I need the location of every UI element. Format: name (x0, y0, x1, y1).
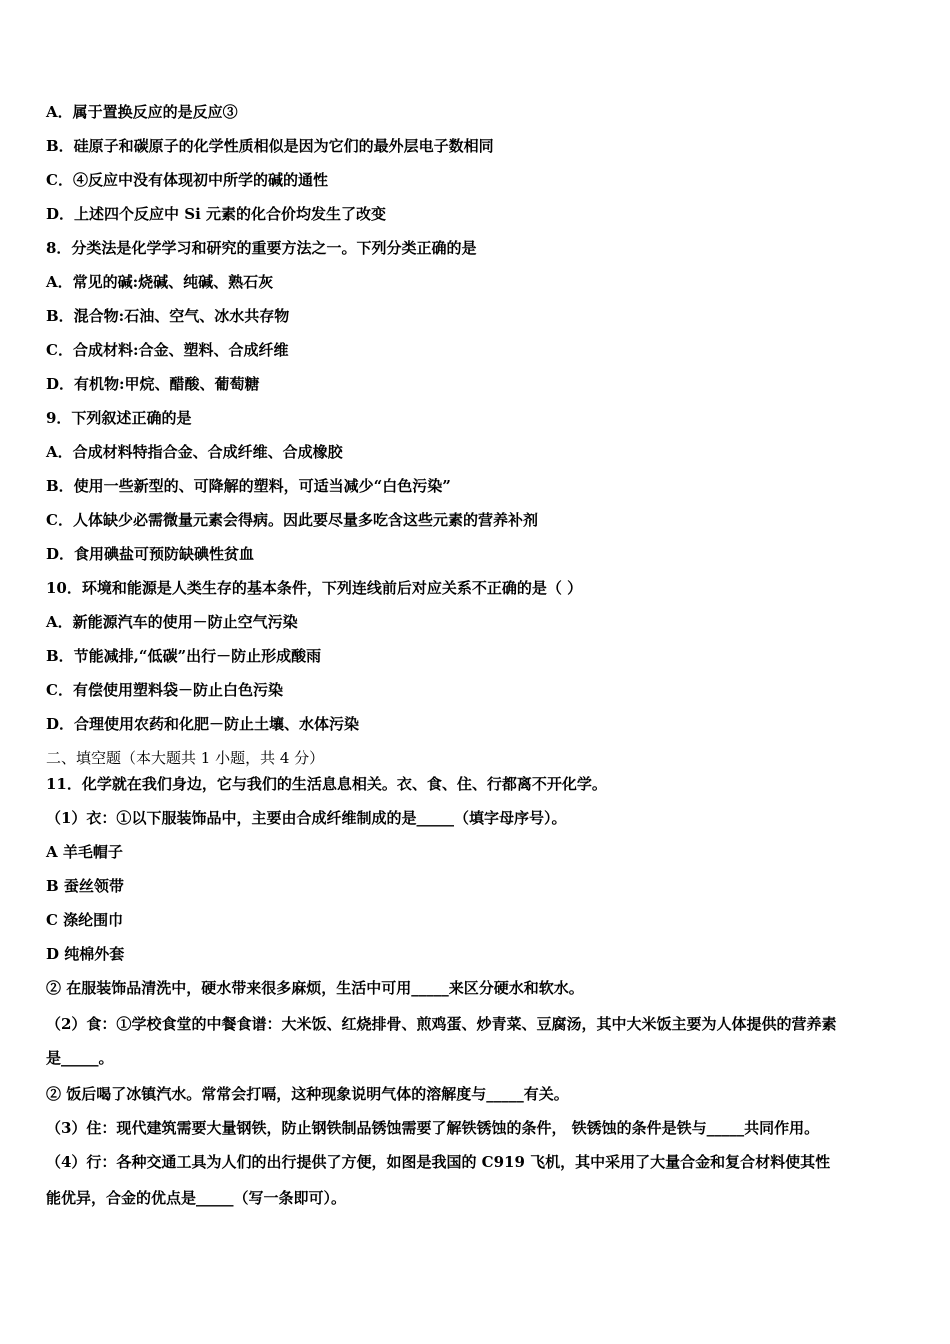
q7-option-d: D．上述四个反应中 Si 元素的化合价均发生了改变 (46, 205, 386, 223)
q7-option-b: B．硅原子和碳原子的化学性质相似是因为它们的最外层电子数相同 (46, 137, 494, 155)
q9-option-c: C．人体缺少必需微量元素会得病。因此要尽量多吃含这些元素的营养补剂 (46, 511, 538, 529)
q11-part1-sub2: ② 在服装饰品清洗中，硬水带来很多麻烦，生活中可用_____来区分硬水和软水。 (46, 979, 584, 997)
q9-option-a: A．合成材料特指合金、合成纤维、合成橡胶 (46, 443, 343, 461)
section-heading-fill-in: 二、填空题（本大题共 1 小题，共 4 分） (46, 749, 325, 767)
q9-stem: 9．下列叙述正确的是 (46, 409, 192, 427)
q11-part4-line1: （4）行：各种交通工具为人们的出行提供了方便，如图是我国的 C919 飞机，其中采用了大量合金和复合材料使其性 (46, 1153, 831, 1171)
q11-part1-option-c: C 涤纶围巾 (46, 911, 124, 929)
q10-option-b: B．节能减排,“低碳”出行－防止形成酸雨 (46, 647, 322, 665)
q10-stem: 10．环境和能源是人类生存的基本条件，下列连线前后对应关系不正确的是（ ） (46, 579, 583, 597)
q11-part1-option-b: B 蚕丝领带 (46, 877, 124, 895)
q11-part3: （3）住：现代建筑需要大量钢铁，防止钢铁制品锈蚀需要了解铁锈蚀的条件， 铁锈蚀的条件是铁与_____共同作用。 (46, 1119, 820, 1137)
q10-option-c: C．有偿使用塑料袋－防止白色污染 (46, 681, 283, 699)
q11-part4-line2: 能优异，合金的优点是_____（写一条即可）。 (46, 1189, 347, 1207)
q11-part2-line1: （2）食：①学校食堂的中餐食谱：大米饭、红烧排骨、煎鸡蛋、炒青菜、豆腐汤，其中大米饭主要为人体提供的营养素 (46, 1015, 837, 1033)
q10-option-a: A．新能源汽车的使用－防止空气污染 (46, 613, 298, 631)
q11-part1-option-d: D 纯棉外套 (46, 945, 125, 963)
q11-part2-sub2: ② 饭后喝了冰镇汽水。常常会打嗝，这种现象说明气体的溶解度与_____有关。 (46, 1085, 569, 1103)
q11-part2-line2: 是_____。 (46, 1049, 114, 1067)
q8-stem: 8．分类法是化学学习和研究的重要方法之一。下列分类正确的是 (46, 239, 477, 257)
q8-option-d: D．有机物:甲烷、醋酸、葡萄糖 (46, 375, 260, 393)
q8-option-a: A．常见的碱:烧碱、纯碱、熟石灰 (46, 273, 274, 291)
q11-stem: 11．化学就在我们身边，它与我们的生活息息相关。衣、食、住、行都离不开化学。 (46, 775, 607, 793)
q11-part1-option-a: A 羊毛帽子 (46, 843, 123, 861)
q9-option-b: B．使用一些新型的、可降解的塑料，可适当减少“白色污染” (46, 477, 451, 495)
q7-option-c: C．④反应中没有体现初中所学的碱的通性 (46, 171, 328, 189)
q11-part1: （1）衣：①以下服装饰品中，主要由合成纤维制成的是_____（填字母序号）。 (46, 809, 567, 827)
q9-option-d: D．食用碘盐可预防缺碘性贫血 (46, 545, 255, 563)
q8-option-b: B．混合物:石油、空气、冰水共存物 (46, 307, 290, 325)
q7-option-a: A．属于置换反应的是反应③ (46, 103, 238, 121)
q10-option-d: D．合理使用农药和化肥－防止土壤、水体污染 (46, 715, 360, 733)
q8-option-c: C．合成材料:合金、塑料、合成纤维 (46, 341, 289, 359)
